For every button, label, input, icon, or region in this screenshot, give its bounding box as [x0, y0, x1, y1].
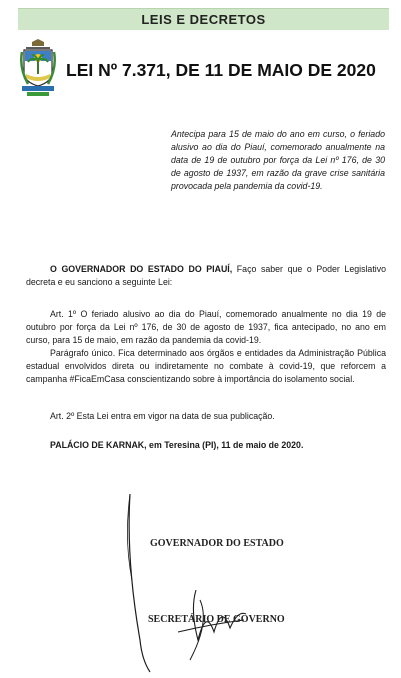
article-2: Art. 2º Esta Lei entra em vigor na data de sua publicação. — [50, 411, 275, 421]
governor-heading: O GOVERNADOR DO ESTADO DO PIAUÍ, — [50, 264, 233, 274]
governor-signature-label: GOVERNADOR DO ESTADO — [150, 538, 284, 549]
secretary-signature-label: SECRETÁRIO DE GOVERNO — [148, 614, 285, 625]
article-1: Art. 1º O feriado alusivo ao dia do Piauí, comemorado anualmente no dia 19 de outubro por força da Lei nº 176, de 30 de agosto de 1937, fica antecipado, no ano em curso, para 15 de maio, em razão da pandemia da covid-19. — [26, 309, 386, 345]
section-banner-title: LEIS E DECRETOS — [141, 12, 266, 27]
law-title: LEI Nº 7.371, DE 11 DE MAIO DE 2020 — [66, 60, 376, 80]
sole-paragraph: Parágrafo único. Fica determinado aos órgãos e entidades da Administração Pública estadual envolvidos direta ou indiretamente no combate à covid-19, que reforcem a campanha #FicaEmCasa conscientizando sobre à importância do isolamento social. — [26, 348, 386, 384]
law-summary: Antecipa para 15 de maio do ano em curso, o feriado alusivo ao dia do Piauí, comemorado anualmente na data de 19 de outubro por força da Lei nº 176, de 30 de agosto de 1937, em razão da grave crise sanitária provocada pela pandemia da covid-19. — [171, 129, 385, 191]
enactment-text: Faço saber que o Poder Legislativo decreta e eu sanciono a seguinte Lei: — [26, 264, 387, 287]
signing-place-date: PALÁCIO DE KARNAK, em Teresina (PI), 11 de maio de 2020. — [50, 440, 304, 450]
